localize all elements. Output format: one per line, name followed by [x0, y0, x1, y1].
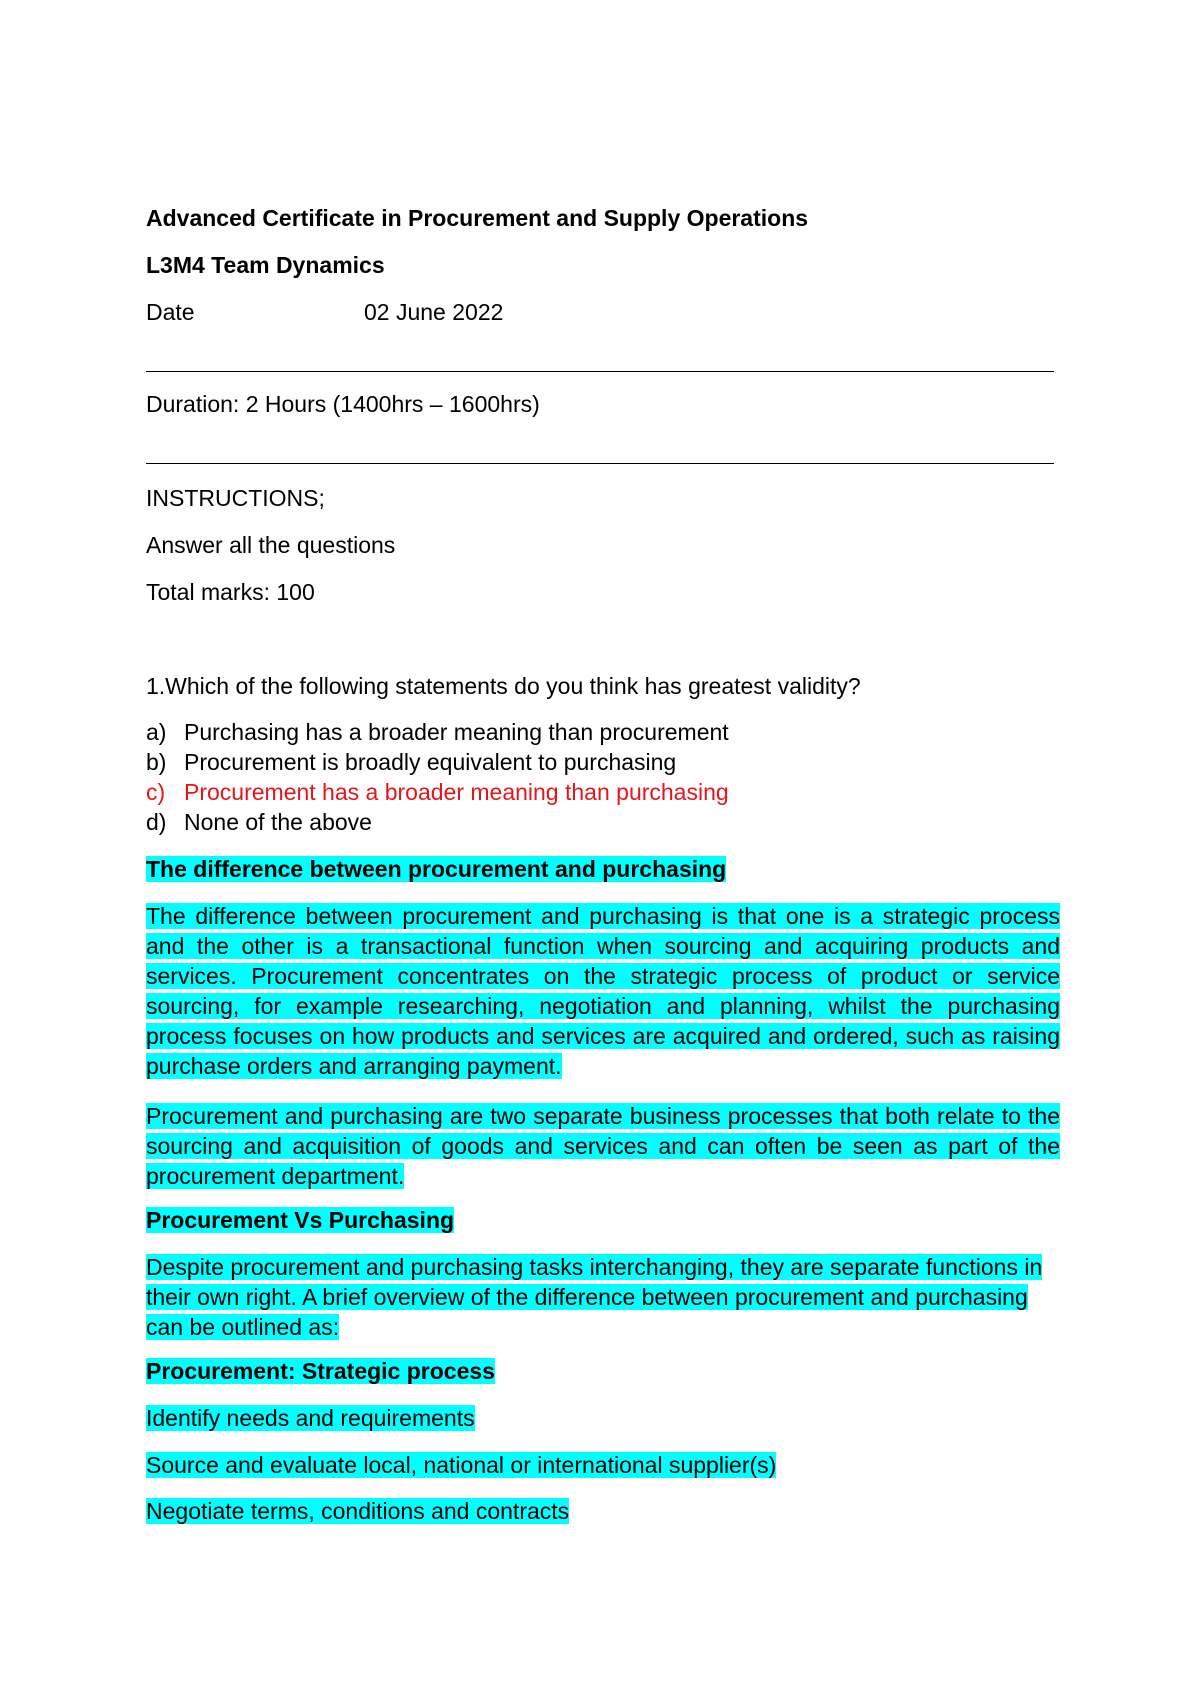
- option-marker: b): [146, 749, 167, 775]
- option-text: Procurement has a broader meaning than purchasing: [184, 779, 729, 805]
- highlighted-heading: Procurement Vs Purchasing: [146, 1207, 455, 1233]
- question-option-d: [146, 808, 372, 836]
- option-text: Purchasing has a broader meaning than procurement: [184, 719, 729, 745]
- divider: [146, 463, 1054, 464]
- option-marker: c): [146, 779, 166, 805]
- instruction-answer-all: Answer all the questions: [146, 532, 396, 558]
- subheading-procurement-vs-purchasing: [146, 1206, 454, 1234]
- highlighted-text: Procurement and purchasing are two separate business processes that both relate to the sourcing and acquisition of goods and services and can often be seen as part of the procurement department.: [146, 1103, 1060, 1189]
- option-marker: d): [146, 809, 167, 835]
- option-text: Procurement is broadly equivalent to purchasing: [184, 749, 677, 775]
- list-item: [146, 1497, 569, 1525]
- list-item: [146, 1451, 776, 1479]
- date-row: [146, 298, 746, 326]
- highlighted-text: Despite procurement and purchasing tasks interchanging, they are separate functions in their own right. A brief overview of the difference between procurement and purchasing can be outlined as:: [146, 1254, 1043, 1340]
- answer-heading: [146, 855, 726, 883]
- option-marker: a): [146, 719, 167, 745]
- highlighted-text: Identify needs and requirements: [146, 1405, 475, 1431]
- highlighted-text: The difference between procurement and purchasing is that one is a strategic process and the other is a transactional function when sourcing and acquiring products and services. Procurement concentrates on the strategic process of product or service sourcing, for example researching, negotiation and planning, whilst the purchasing process focuses on how products and services are acquired and ordered, such as raising purchase orders and arranging payment.: [146, 903, 1060, 1079]
- answer-paragraph-2: [146, 1101, 1060, 1191]
- highlighted-text: Source and evaluate local, national or international supplier(s): [146, 1452, 777, 1478]
- duration-text: Duration: 2 Hours (1400hrs – 1600hrs): [146, 391, 540, 417]
- date-value: 02 June 2022: [364, 299, 504, 325]
- answer-paragraph-1: [146, 901, 1060, 1081]
- question-option-c-correct: [146, 778, 729, 806]
- answer-paragraph-3: [146, 1252, 1046, 1342]
- divider: [146, 371, 1054, 372]
- option-text: None of the above: [184, 809, 372, 835]
- highlighted-text: Negotiate terms, conditions and contracts: [146, 1498, 570, 1524]
- instruction-total-marks: Total marks: 100: [146, 579, 315, 605]
- highlighted-heading: The difference between procurement and purchasing: [146, 856, 727, 882]
- question-1-text: 1.Which of the following statements do you think has greatest validity?: [146, 673, 861, 699]
- module-title: L3M4 Team Dynamics: [146, 252, 385, 278]
- subheading-procurement-strategic: [146, 1357, 495, 1385]
- course-title: Advanced Certificate in Procurement and Supply Operations: [146, 205, 809, 231]
- date-label: Date: [146, 299, 195, 325]
- question-option-b: [146, 748, 676, 776]
- highlighted-heading: Procurement: Strategic process: [146, 1358, 495, 1384]
- list-item: [146, 1404, 475, 1432]
- instructions-heading: INSTRUCTIONS;: [146, 485, 325, 511]
- question-option-a: [146, 718, 729, 746]
